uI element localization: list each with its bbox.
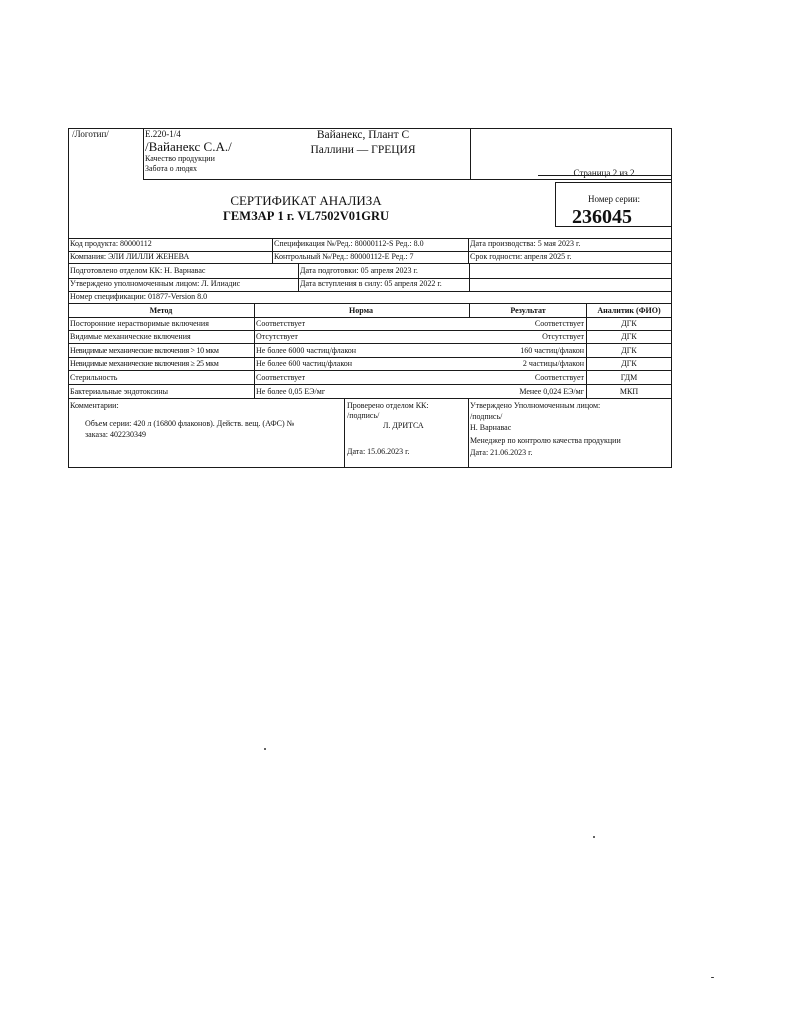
product-title: ГЕМЗАР 1 г. VL7502V01GRU xyxy=(222,209,390,223)
qp-approval-date: Дата: 21.06.2023 г. xyxy=(470,448,533,457)
qp-approval-label: Утверждено Уполномоченным лицом: xyxy=(470,401,601,410)
scan-speck xyxy=(264,748,266,750)
tagline-quality: Качество продукции xyxy=(145,154,215,163)
lot-number-value: 236045 xyxy=(572,206,632,228)
table-row-1-method: Посторонние нерастворимые включения xyxy=(70,319,209,328)
info-grid xyxy=(68,238,672,304)
table-row-6-result: Менее 0,024 ЕЭ/мг xyxy=(519,387,584,396)
effective-date: Дата вступления в силу: 05 апреля 2022 г. xyxy=(300,279,442,288)
page-number: Страница 2 из 2 xyxy=(573,168,635,178)
qc-checker-name: Л. ДРИТСА xyxy=(383,421,424,430)
signature-block xyxy=(68,398,672,468)
table-row-2-method: Видимые механические включения xyxy=(70,332,191,341)
spec-document-number: Номер спецификации: 01877-Version 8.0 xyxy=(70,292,208,301)
table-row-1-norm: Соответствует xyxy=(256,319,306,328)
column-header-result: Результат xyxy=(510,306,546,315)
expiry-date: Срок годности: апреля 2025 г. xyxy=(470,252,572,261)
scan-speck xyxy=(593,836,595,838)
title-block xyxy=(68,180,672,238)
table-row-3-analyst: ДГК xyxy=(621,346,637,355)
table-row-3-norm: Не более 6000 частиц/флакон xyxy=(256,346,357,355)
table-row-4-result: 2 частицы/флакон xyxy=(522,359,584,368)
qc-signature: /подпись/ xyxy=(347,411,380,420)
table-row-2-result: Отсутствует xyxy=(542,332,584,341)
logo-placeholder: /Логотип/ xyxy=(72,129,109,139)
lot-number-label: Номер серии: xyxy=(587,194,641,204)
product-code: Код продукта: 80000112 xyxy=(70,239,152,248)
table-row-2-norm: Отсутствует xyxy=(256,332,298,341)
header-block xyxy=(68,128,672,180)
preparation-date: Дата подготовки: 05 апреля 2023 г. xyxy=(300,266,418,275)
document-code: E.220-1/4 xyxy=(145,129,181,139)
qp-signature: /подпись/ xyxy=(470,412,503,421)
column-header-analyst: Аналитик (ФИО) xyxy=(597,306,661,315)
table-row-1-analyst: ДГК xyxy=(621,319,637,328)
table-row-5-result: Соответствует xyxy=(534,373,584,382)
column-header-method: Метод xyxy=(149,306,173,315)
table-row-4-norm: Не более 600 частиц/флакон xyxy=(256,359,353,368)
document-title: СЕРТИФИКАТ АНАЛИЗА xyxy=(230,193,382,208)
qc-check-label: Проверено отделом КК: xyxy=(347,401,429,410)
plant-name: Вайанекс, Плант С xyxy=(316,129,410,141)
company-field: Компания: ЭЛИ ЛИЛЛИ ЖЕНЕВА xyxy=(70,252,190,261)
control-number: Контрольный №/Ред.: 80000112-E Ред.: 7 xyxy=(274,252,414,261)
table-row-4-method: Невидимые механические включения ≥ 25 мкм xyxy=(70,359,219,368)
plant-location: Паллини — ГРЕЦИЯ xyxy=(310,144,416,156)
qc-check-date: Дата: 15.06.2023 г. xyxy=(347,447,410,456)
qp-name: Н. Варнавас xyxy=(470,423,512,432)
prepared-by: Подготовлено отделом КК: Н. Варнавас xyxy=(70,266,206,275)
tagline-care: Забота о людях xyxy=(145,164,197,173)
table-row-5-norm: Соответствует xyxy=(256,373,306,382)
table-row-3-method: Невидимые механические включения > 10 мкм xyxy=(70,346,219,355)
scan-speck xyxy=(711,977,714,978)
company-name: /Вайанекс С.А./ xyxy=(145,139,232,154)
table-row-6-analyst: МКП xyxy=(619,387,639,396)
qp-position: Менеджер по контролю качества продукции xyxy=(470,436,621,445)
table-row-3-result: 160 частиц/флакон xyxy=(520,346,584,355)
table-row-4-analyst: ДГК xyxy=(621,359,637,368)
table-row-6-norm: Не более 0,05 ЕЭ/мг xyxy=(256,387,326,396)
table-row-1-result: Соответствует xyxy=(534,319,584,328)
comments-text-line-2: заказа: 402230349 xyxy=(85,430,146,439)
table-row-6-method: Бактериальные эндотоксины xyxy=(70,387,168,396)
specification-number: Спецификация №/Ред.: 80000112-S Ред.: 8.0 xyxy=(274,239,424,248)
table-row-5-analyst: ГДМ xyxy=(620,373,638,382)
comments-text-line-1: Объем серии: 420 л (16800 флаконов). Действ. вещ. (АФС) № xyxy=(85,419,295,428)
approved-by: Утверждено уполномоченным лицом: Л. Илиадис xyxy=(70,279,241,288)
column-header-norm: Норма xyxy=(349,306,373,315)
table-row-5-method: Стерильность xyxy=(70,373,118,382)
tests-table xyxy=(68,304,672,399)
manufacture-date: Дата производства: 5 мая 2023 г. xyxy=(470,239,581,248)
table-row-2-analyst: ДГК xyxy=(621,332,637,341)
comments-label: Комментарии: xyxy=(70,401,119,410)
